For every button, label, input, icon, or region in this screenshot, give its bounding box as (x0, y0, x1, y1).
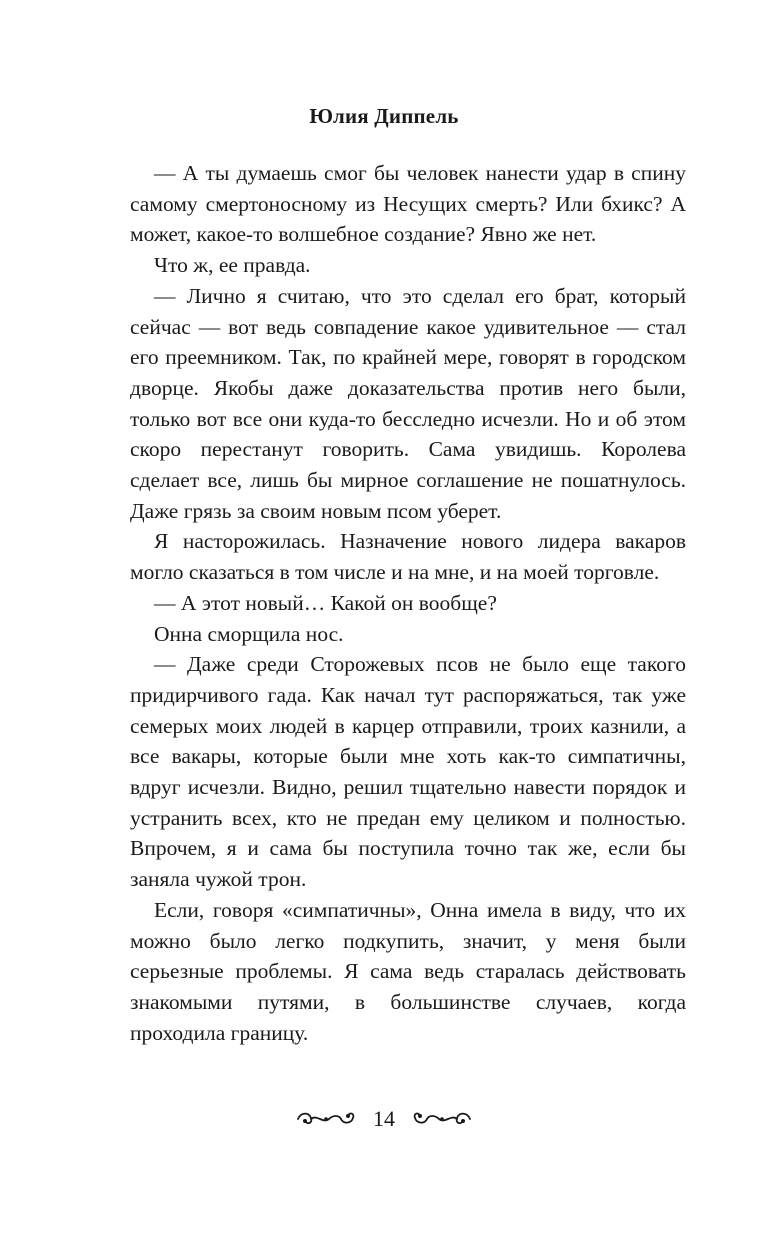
paragraph: — Лично я считаю, что это сделал его брат, который сейчас — вот ведь совпадение какое удивительное — стал его преемником. Так, по крайней мере, говорят в городском дворце. Якобы даже доказательства против него были, только вот все они куда-то бесследно исчезли. Но и об этом скоро перестанут говорить. Сама увидишь. Королева сделает все, лишь бы мирное соглашение не пошатнулось. Даже грязь за своим новым псом уберет. (130, 283, 686, 523)
paragraph: Онна сморщила нос. (154, 621, 344, 646)
paragraph: Если, говоря «симпатичны», Онна имела в виду, что их можно было легко подкупить, значит, у меня были серьезные проблемы. Я сама ведь старалась действовать знакомыми путями, в большинстве случаев, когда проходила границу. (130, 897, 686, 1045)
paragraph: — А ты думаешь смог бы человек нанести удар в спину самому смертоносному из Несущих смерть? Или бхикс? А может, какое-то волшебное создание? Явно же нет. (130, 161, 686, 247)
page-footer (0, 1102, 768, 1136)
body-text (130, 158, 686, 1048)
paragraph: Что ж, ее правда. (154, 253, 311, 278)
paragraph: — Даже среди Сторожевых псов не было еще такого придирчивого гада. Как начал тут распоряжаться, так уже семерых моих людей в карцер отправили, троих казнили, а все вакары, которые были мне хоть как-то симпатичны, вдруг исчезли. Видно, решил тщательно навести порядок и устранить всех, кто не предан ему целиком и полностью. Впрочем, я и сама бы поступила точно так же, если бы заняла чужой трон. (130, 652, 686, 892)
running-head-author: Юлия Диппель (309, 104, 459, 128)
paragraph: Я насторожилась. Назначение нового лидера вакаров могло сказаться в том числе и на мне, и на моей торговле. (130, 529, 686, 585)
paragraph: — А этот новый… Какой он вообще? (154, 590, 497, 615)
left-flourish-ornament-icon (295, 1108, 357, 1130)
page-number: 14 (373, 1106, 395, 1131)
right-flourish-ornament-icon (411, 1108, 473, 1130)
